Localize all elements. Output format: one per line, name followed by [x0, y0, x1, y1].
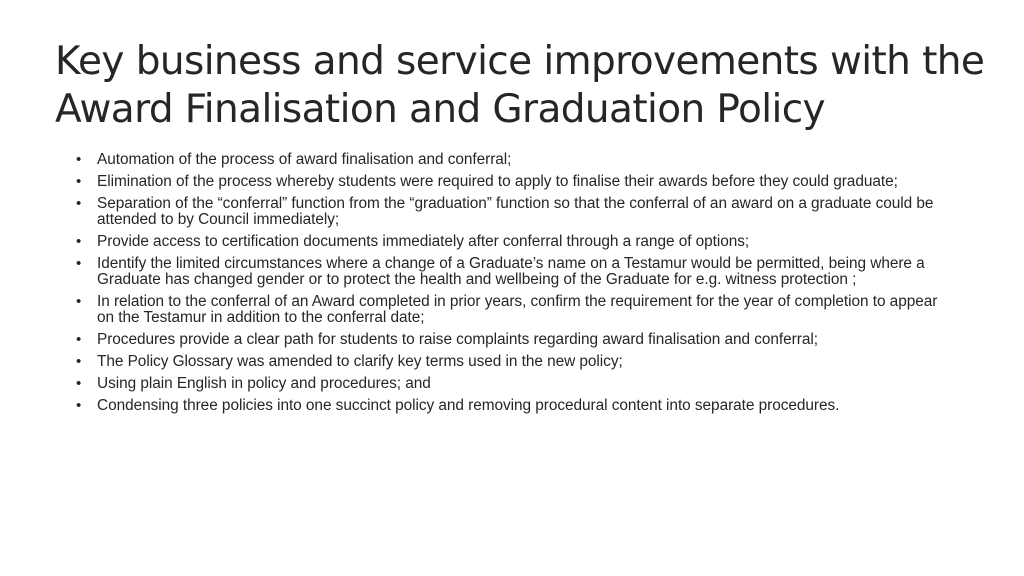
- bullet-text: In relation to the conferral of an Award completed in prior years, confirm the requirement for the year of completion to appear on the Testamur in addition to the conferral date;: [97, 293, 938, 326]
- bullet-text: Condensing three policies into one succinct policy and removing procedural content into separate procedures.: [97, 397, 840, 415]
- bullet-icon: •: [76, 397, 82, 415]
- bullet-icon: •: [76, 293, 82, 311]
- bullet-icon: •: [76, 173, 82, 191]
- bullet-item: [76, 152, 956, 168]
- bullet-text: Automation of the process of award finalisation and conferral;: [97, 151, 512, 168]
- slide-title: Key business and service improvements with the Award Finalisation and Graduation Policy: [55, 39, 985, 132]
- bullet-item: [76, 398, 956, 414]
- bullet-item: [76, 256, 956, 287]
- bullet-icon: •: [76, 255, 82, 273]
- bullet-item: [76, 234, 956, 250]
- bullet-icon: •: [76, 233, 82, 251]
- bullet-item: [76, 354, 956, 370]
- bullet-text: Provide access to certification documents immediately after conferral through a range of options;: [97, 233, 750, 251]
- bullet-item: [76, 294, 956, 325]
- bullet-icon: •: [76, 151, 82, 168]
- bullet-text: The Policy Glossary was amended to clarify key terms used in the new policy;: [97, 353, 623, 371]
- bullet-icon: •: [76, 375, 82, 393]
- bullet-item: [76, 332, 956, 348]
- bullet-text: Elimination of the process whereby students were required to apply to finalise their awards before they could graduate;: [97, 173, 898, 191]
- bullet-item: [76, 196, 956, 227]
- bullet-item: [76, 174, 956, 190]
- bullet-text: Procedures provide a clear path for students to raise complaints regarding award finalisation and conferral;: [97, 330, 818, 348]
- bullet-text: Identify the limited circumstances where a change of a Graduate’s name on a Testamur would be permitted, being where a Graduate has changed gender or to protect the health and wellbeing of the Graduate for e.g. witness protection ;: [97, 255, 925, 288]
- bullet-icon: •: [76, 353, 82, 371]
- bullet-item: [76, 376, 956, 392]
- bullet-text: Using plain English in policy and procedures; and: [97, 375, 431, 393]
- bullet-list: [76, 152, 956, 421]
- bullet-icon: •: [76, 330, 82, 348]
- bullet-icon: •: [76, 195, 82, 213]
- bullet-text: Separation of the “conferral” function from the “graduation” function so that the conferral of an award on a graduate could be attended to by Council immediately;: [97, 195, 934, 228]
